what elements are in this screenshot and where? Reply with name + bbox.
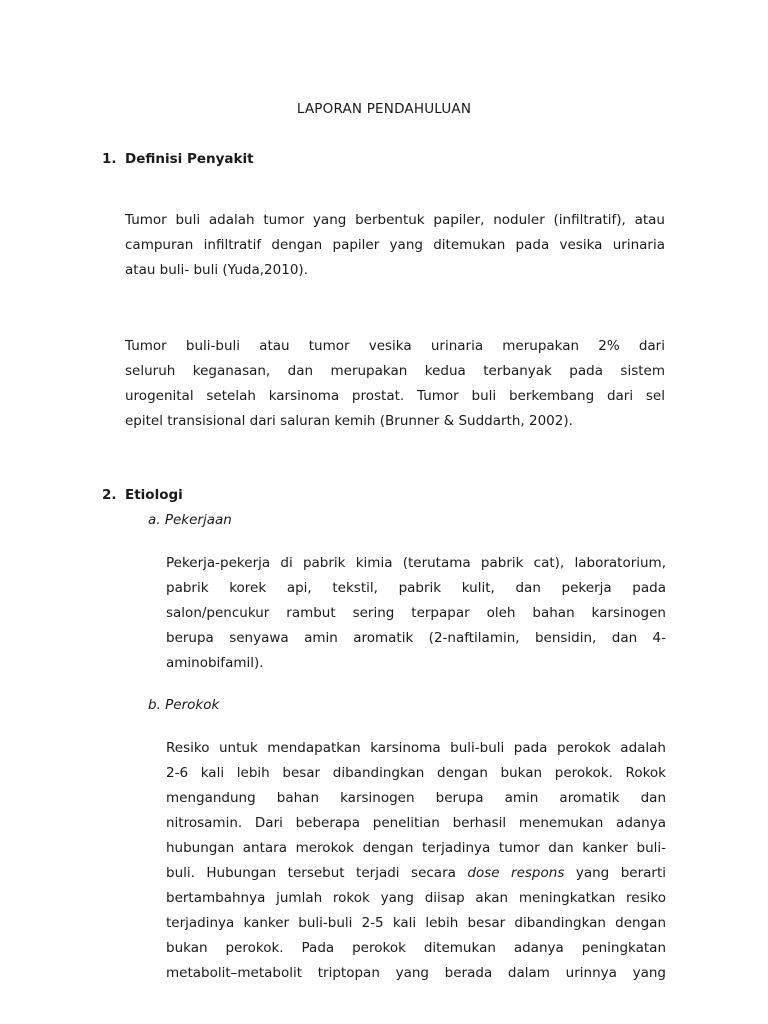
section-title: Etiologi — [125, 487, 183, 503]
italic-term: dose respons — [467, 865, 565, 881]
text-line: bertambahnya jumlah rokok yang diisap akan meningkatkan resiko — [166, 890, 666, 906]
text-line: mengandung bahan karsinogen berupa amin aromatik dan — [166, 790, 666, 806]
text-line: epitel transisional dari saluran kemih (Brunner & Suddarth, 2002). — [125, 413, 573, 429]
section-number: 1. — [102, 151, 117, 167]
document-title: LAPORAN PENDAHULUAN — [296, 101, 472, 117]
section-number: 2. — [102, 487, 117, 503]
text-line: bukan perokok. Pada perokok ditemukan adanya peningkatan — [166, 940, 666, 956]
text-line: nitrosamin. Dari beberapa penelitian berhasil menemukan adanya — [166, 815, 666, 831]
text-line: urogenital setelah karsinoma prostat. Tumor buli berkembang dari sel — [125, 388, 665, 404]
subsection-label-perokok: b. Perokok — [148, 697, 220, 713]
text-line: Resiko untuk mendapatkan karsinoma buli-buli pada perokok adalah — [166, 740, 666, 756]
paragraph-pekerjaan — [166, 551, 666, 676]
paragraph-definition-2 — [125, 334, 665, 434]
text-line: Pekerja-pekerja di pabrik kimia (terutama pabrik cat), laboratorium, — [166, 555, 666, 571]
section-heading-etiologi — [102, 487, 183, 503]
text-segment: buli. Hubungan tersebut terjadi secara — [166, 865, 468, 881]
subsection-label-pekerjaan: a. Pekerjaan — [148, 512, 232, 528]
text-line: campuran infiltratif dengan papiler yang ditemukan pada vesika urinaria — [125, 237, 665, 253]
text-line: salon/pencukur rambut sering terpapar oleh bahan karsinogen — [166, 605, 666, 621]
section-title: Definisi Penyakit — [125, 151, 254, 167]
text-line: metabolit–metabolit triptopan yang berada dalam urinnya yang — [166, 965, 666, 981]
text-line: aminobifamil). — [166, 655, 264, 671]
text-line: Tumor buli-buli atau tumor vesika urinaria merupakan 2% dari — [125, 338, 665, 354]
paragraph-definition-1 — [125, 208, 665, 283]
text-segment: yang berarti — [564, 865, 667, 881]
text-line: 2-6 kali lebih besar dibandingkan dengan bukan perokok. Rokok — [166, 765, 666, 781]
text-line-with-italic — [166, 861, 666, 886]
text-line: hubungan antara merokok dengan terjadinya tumor dan kanker buli- — [166, 840, 666, 856]
paragraph-perokok — [166, 736, 666, 986]
section-heading-definisi — [102, 151, 254, 167]
text-line: pabrik korek api, tekstil, pabrik kulit, dan pekerja pada — [166, 580, 666, 596]
text-line: Tumor buli adalah tumor yang berbentuk papiler, noduler (infiltratif), atau — [125, 212, 665, 228]
text-line: atau buli- buli (Yuda,2010). — [125, 262, 308, 278]
text-line: terjadinya kanker buli-buli 2-5 kali lebih besar dibandingkan dengan — [166, 915, 666, 931]
text-line: seluruh keganasan, dan merupakan kedua terbanyak pada sistem — [125, 363, 665, 379]
text-line: berupa senyawa amin aromatik (2-naftilamin, bensidin, dan 4- — [166, 630, 666, 646]
